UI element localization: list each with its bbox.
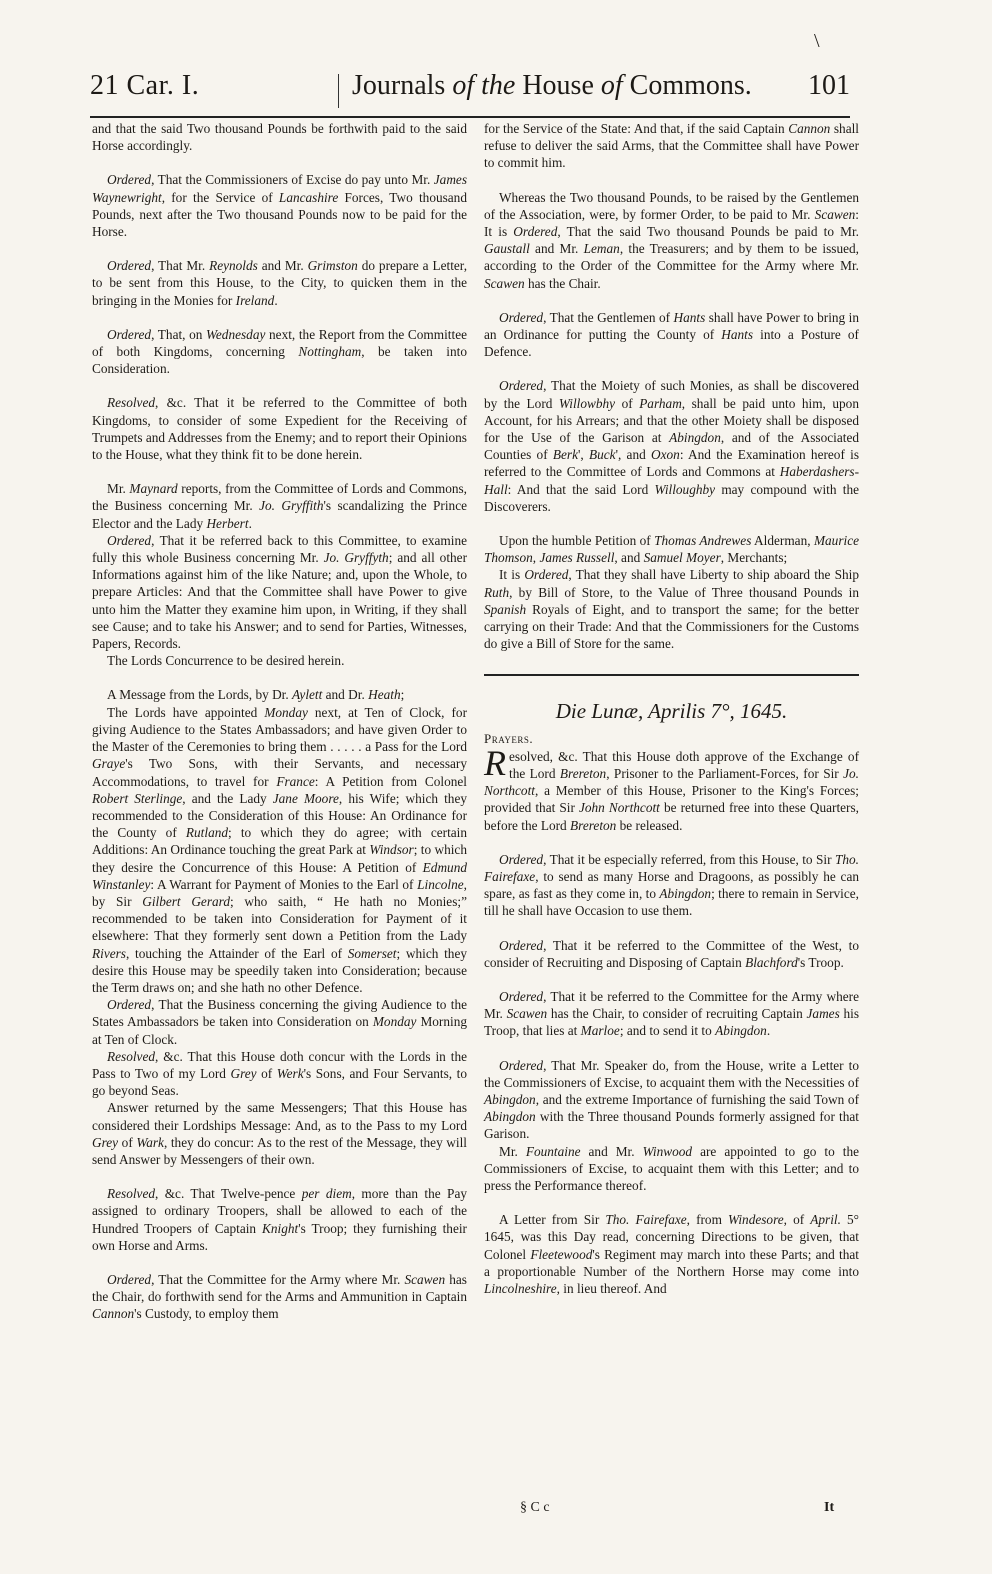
paragraph: The Lords have appointed Monday next, at Ten of Clock, for giving Audience to the States Ambassadors; and have given Order to the Master of the Ceremonies to bring them . . . . . a Pass for the Lord Graye's Two Sons, with their Servants, and necessary Accommodations, to travel for France: A Petition from Colonel Robert Sterlinge, and the Lady Jane Moore, his Wife; which they recommended to the Consideration of this House: An Ordinance for the County of Rutland; to which they do agree; with certain Additions: An Ordinance touching the great Park at Windsor; to which they desire the Concurrence of this House: A Petition of Edmund Winstanley: A Warrant for Payment of Monies to the Earl of Lincolne, by Sir Gilbert Gerard; who saith, “ He hath no Monies;” recommended to be taken into Consideration for Payment of it elsewhere: That they formerly sent down a Petition from the Lady Rivers, touching the Attainder of the Earl of Somerset; which they desire this House may be speedily taken into Consideration; because the Term draws on; and she hath no other Defence. [92, 704, 468, 995]
paragraph: Ordered, That, on Wednesday next, the Report from the Committee of both Kingdoms, concerning Nottingham, be taken into Consideration. [92, 326, 468, 377]
paragraph: Ordered, That the Commissioners of Excise do pay unto Mr. James Waynewright, for the Service of Lancashire Forces, Two thousand Pounds, next after the Two thousand Pounds now to be paid for the Horse. [92, 172, 467, 240]
paragraph: Resolved, &c. That Twelve-pence per diem, more than the Pay assigned to ordinary Troopers, shall be allowed to each of the Hundred Troopers of Captain Knight's Troop; they furnishing their own Horse and Arms. [92, 1186, 467, 1253]
title-part: of [600, 70, 623, 101]
title-part: Commons. [622, 70, 752, 101]
paragraph: Ordered, That the Business concerning the giving Audience to the States Ambassadors be taken into Consideration on Monday Morning at Ten of Clock. [92, 997, 467, 1047]
paragraph: Ordered, That the Committee for the Army where Mr. Scawen has the Chair, do forthwith send for the Arms and Ammunition in Captain Cannon's Custody, to employ them [92, 1271, 467, 1322]
paragraph: Whereas the Two thousand Pounds, to be raised by the Gentlemen of the Association, were, by former Order, to be paid to Mr. Scawen: It is Ordered, That the said Two thousand Pounds be paid to Mr. Gaustall and Mr. Leman, the Treasurers; and by them to be issued, according to the Order of the Committee for the Army where Mr. Scawen has the Chair. [484, 189, 859, 291]
section-divider [484, 674, 859, 676]
paragraph: Ordered, That Mr. Speaker do, from the House, write a Letter to the Commissioners of Excise, to acquaint them with the Necessities of Abingdon, and the extreme Importance of furnishing the said Town of Abingdon with the Three thousand Pounds formerly assigned for that Garison. [484, 1057, 859, 1142]
paragraph: Ordered, That Mr. Reynolds and Mr. Grimston do prepare a Letter, to be sent from this House, to the City, to quicken them in the bringing in the Monies for Ireland. [92, 258, 468, 308]
reign-label: 21 Car. I. [90, 70, 200, 101]
running-header [90, 70, 850, 118]
paragraph: Ordered, That the Gentlemen of Hants shall have Power to bring in an Ordinance for putting the County of Hants into a Posture of Defence. [484, 309, 859, 360]
title-part: of [452, 70, 475, 101]
paragraph: Resolved, &c. That it be referred to the Committee of both Kingdoms, to consider of some Expedient for the Receiving of Trumpets and Addresses from the Enemy; and to report their Opinions to the House, what they think fit to be done herein. [92, 395, 467, 463]
title-part: the [474, 70, 523, 101]
paragraph: The Lords Concurrence to be desired herein. [107, 653, 345, 669]
paragraph: It is Ordered, That they shall have Liberty to ship aboard the Ship Ruth, by Bill of Store, to the Value of Three thousand Pounds in Spanish Royals of Eight, and to transport the same; for the better carrying on their Trade: And that the Commissioners for the Customs do give a Bill of Store for the same. [484, 567, 859, 652]
paragraph: and that the said Two thousand Pounds be forthwith paid to the said Horse accordingly. [92, 121, 467, 154]
left-column [92, 120, 467, 1323]
paragraph: for the Service of the State: And that, if the said Captain Cannon shall refuse to deliver the said Arms, that the Committee shall have Power to commit him. [484, 121, 859, 171]
paragraph: Ordered, That it be referred back to this Committee, to examine fully this whole Business concerning Mr. Jo. Gryffyth; and all other Informations against him of the like Nature; and, upon the Whole, to prepare Articles: And that the Committee shall have Power to give unto him the Matter they examine him upon, in Writing, if they shall see Cause; and to take his Answer; and to send for Parties, Witnesses, Papers, Records. [92, 532, 468, 652]
paragraph: Upon the humble Petition of Thomas Andrewes Alderman, Maurice Thomson, James Russell, and Samuel Moyer, Merchants; [484, 533, 859, 566]
sitting-dateline: Die Lunæ, Aprilis 7°, 1645. [555, 699, 788, 724]
paragraph: A Letter from Sir Tho. Fairefaxe, from Windesore, of April. 5° 1645, was this Day read, concerning Directions to be given, that Colonel Fleetewood's Regiment may march into these Parts; and that a proportionable Number of the Northern Horse may come into Lincolneshire, in lieu thereof. And [484, 1212, 859, 1296]
paragraph: Resolved, &c. That this House doth approve of the Exchange of the Lord Brereton, Prisoner to the Parliament-Forces, for Sir Jo. Northcott, a Member of this House, Prisoner to the King's Forces; provided that Sir John Northcott be returned free into these Quarters, before the Lord Brereton be released. [484, 742, 859, 833]
paragraph: Mr. Maynard reports, from the Committee of Lords and Commons, the Business concerning Mr. Jo. Gryffith's scandalizing the Prince Elector and the Lady Herbert. [92, 481, 468, 531]
paragraph: Resolved, &c. That this House doth concur with the Lords in the Pass to Two of my Lord Grey of Werk's Sons, and Four Servants, to go beyond Seas. [92, 1048, 467, 1099]
page-number: 101 [808, 70, 850, 101]
paragraph: Answer returned by the same Messengers; That this House has considered their Lordships Message: And, as to the Pass to my Lord Grey of Wark, they do concur: As to the rest of the Message, they will send Answer by Messengers of their own. [92, 1100, 467, 1167]
journal-title [352, 70, 752, 102]
right-column [484, 120, 859, 1297]
paragraph: A Message from the Lords, by Dr. Aylett and Dr. Heath; [107, 687, 405, 703]
paragraph: Ordered, That it be especially referred, from this House, to Sir Tho. Fairefaxe, to send as many Horse and Dragoons, as possibly he can spare, as fast as they come in, to Abingdon; there to remain in Service, till he shall have Occasion to use them. [484, 851, 859, 919]
title-part: House [522, 70, 601, 101]
paragraph: Ordered, That the Moiety of such Monies, as shall be discovered by the Lord Willowbhy of Parham, shall be paid unto him, upon Account, for his Arrears; and that the other Moiety shall be disposed for the Use of the Garison at Abingdon, and of the Associated Counties of Berk', Buck', and Oxon: And the Examination hereof is referred to the Committee of Lords and Commons at Haberdashers-Hall: And that the said Lord Willoughby may compound with the Discoverers. [484, 378, 860, 514]
title-part: Journals [352, 70, 453, 101]
signature-mark: § C c [520, 1500, 550, 1515]
paragraph: Mr. Fountaine and Mr. Winwood are appointed to go to the Commissioners of Excise, to acquaint them with this Letter; and to press the Performance thereof. [484, 1143, 860, 1193]
prayers-heading: Prayers. [484, 731, 534, 747]
paragraph: Ordered, That it be referred to the Committee for the Army where Mr. Scawen has the Chair, to consider of recruiting Captain James his Troop, that lies at Marloe; and to send it to Abingdon. [484, 988, 860, 1039]
corner-mark: \ [814, 30, 820, 52]
header-divider [338, 74, 339, 108]
catchword: It [824, 1500, 835, 1515]
paragraph: Ordered, That it be referred to the Committee of the West, to consider of Recruiting and Disposing of Captain Blachford's Troop. [484, 937, 859, 970]
